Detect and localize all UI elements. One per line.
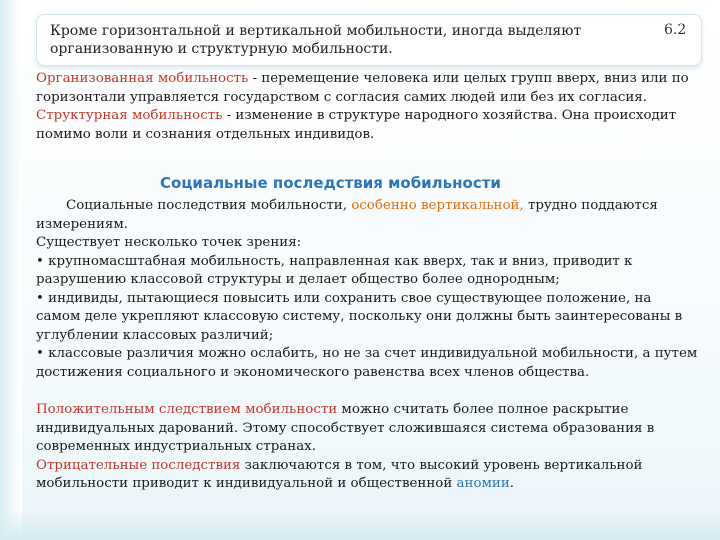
intro-before: Социальные последствия мобильности, [66, 198, 352, 213]
viewpoint-item: • индивиды, пытающиеся повысить или сохранить свое существующее положение, на самом деле укрепляют классовую систему, поскольку они должны быть заинтересованы в углублении классовых различий; [36, 290, 683, 343]
header-text: Кроме горизонтальной и вертикальной мобильности, иногда выделяют организованную и структурную мобильности. [50, 23, 582, 57]
section-intro [36, 197, 700, 234]
positive-term: Положительным следствием мобильности [36, 402, 338, 417]
negative-term: Отрицательные последствия [36, 457, 241, 473]
definitions-block [36, 70, 700, 144]
negative-end: . [509, 476, 515, 491]
intro-highlight: особенно вертикальной, [351, 198, 524, 213]
section-body [36, 197, 700, 382]
left-decoration [0, 0, 22, 540]
organized-text: - перемещение человека или целых групп вверх, вниз или по горизонтали управляется государством с согласия самих людей или без их согласия. [36, 71, 689, 105]
structural-definition [36, 107, 700, 144]
consequences-block [36, 401, 700, 494]
anomie-term: аномии [456, 476, 510, 491]
positive-text: можно считать более полное раскрытие индивидуальных дарований. Этому способствует сложившаяся система образования в современных индустриальных странах. [36, 402, 655, 454]
organized-definition [36, 70, 700, 107]
viewpoints-intro: Существует несколько точек зрения: [36, 235, 302, 250]
structural-term: Структурная мобильность [36, 108, 223, 123]
negative-consequence [36, 457, 700, 494]
organized-term: Организованная мобильность [36, 71, 249, 86]
section-title: Социальные последствия мобильности [160, 174, 501, 192]
slide-number: 6.2 [664, 22, 687, 38]
positive-consequence [36, 401, 700, 457]
bottom-decoration [0, 510, 720, 540]
viewpoint-item: • крупномасштабная мобильность, направленная как вверх, так и вниз, приводит к разрушению классовой структуры и делает общество более однородным; [36, 253, 633, 287]
viewpoint-item: • классовые различия можно ослабить, но не за счет индивидуальной мобильности, а путем достижения социального и экономического равенства всех членов общества. [36, 346, 698, 380]
negative-text: заключаются в том, что высокий уровень вертикальной мобильности приводит к индивидуальной и общественной [36, 457, 643, 491]
intro-after: трудно поддаются измерениям. [36, 198, 658, 232]
structural-text: - изменение в структуре народного хозяйства. Она происходит помимо воли и сознания отдельных индивидов. [36, 108, 677, 142]
